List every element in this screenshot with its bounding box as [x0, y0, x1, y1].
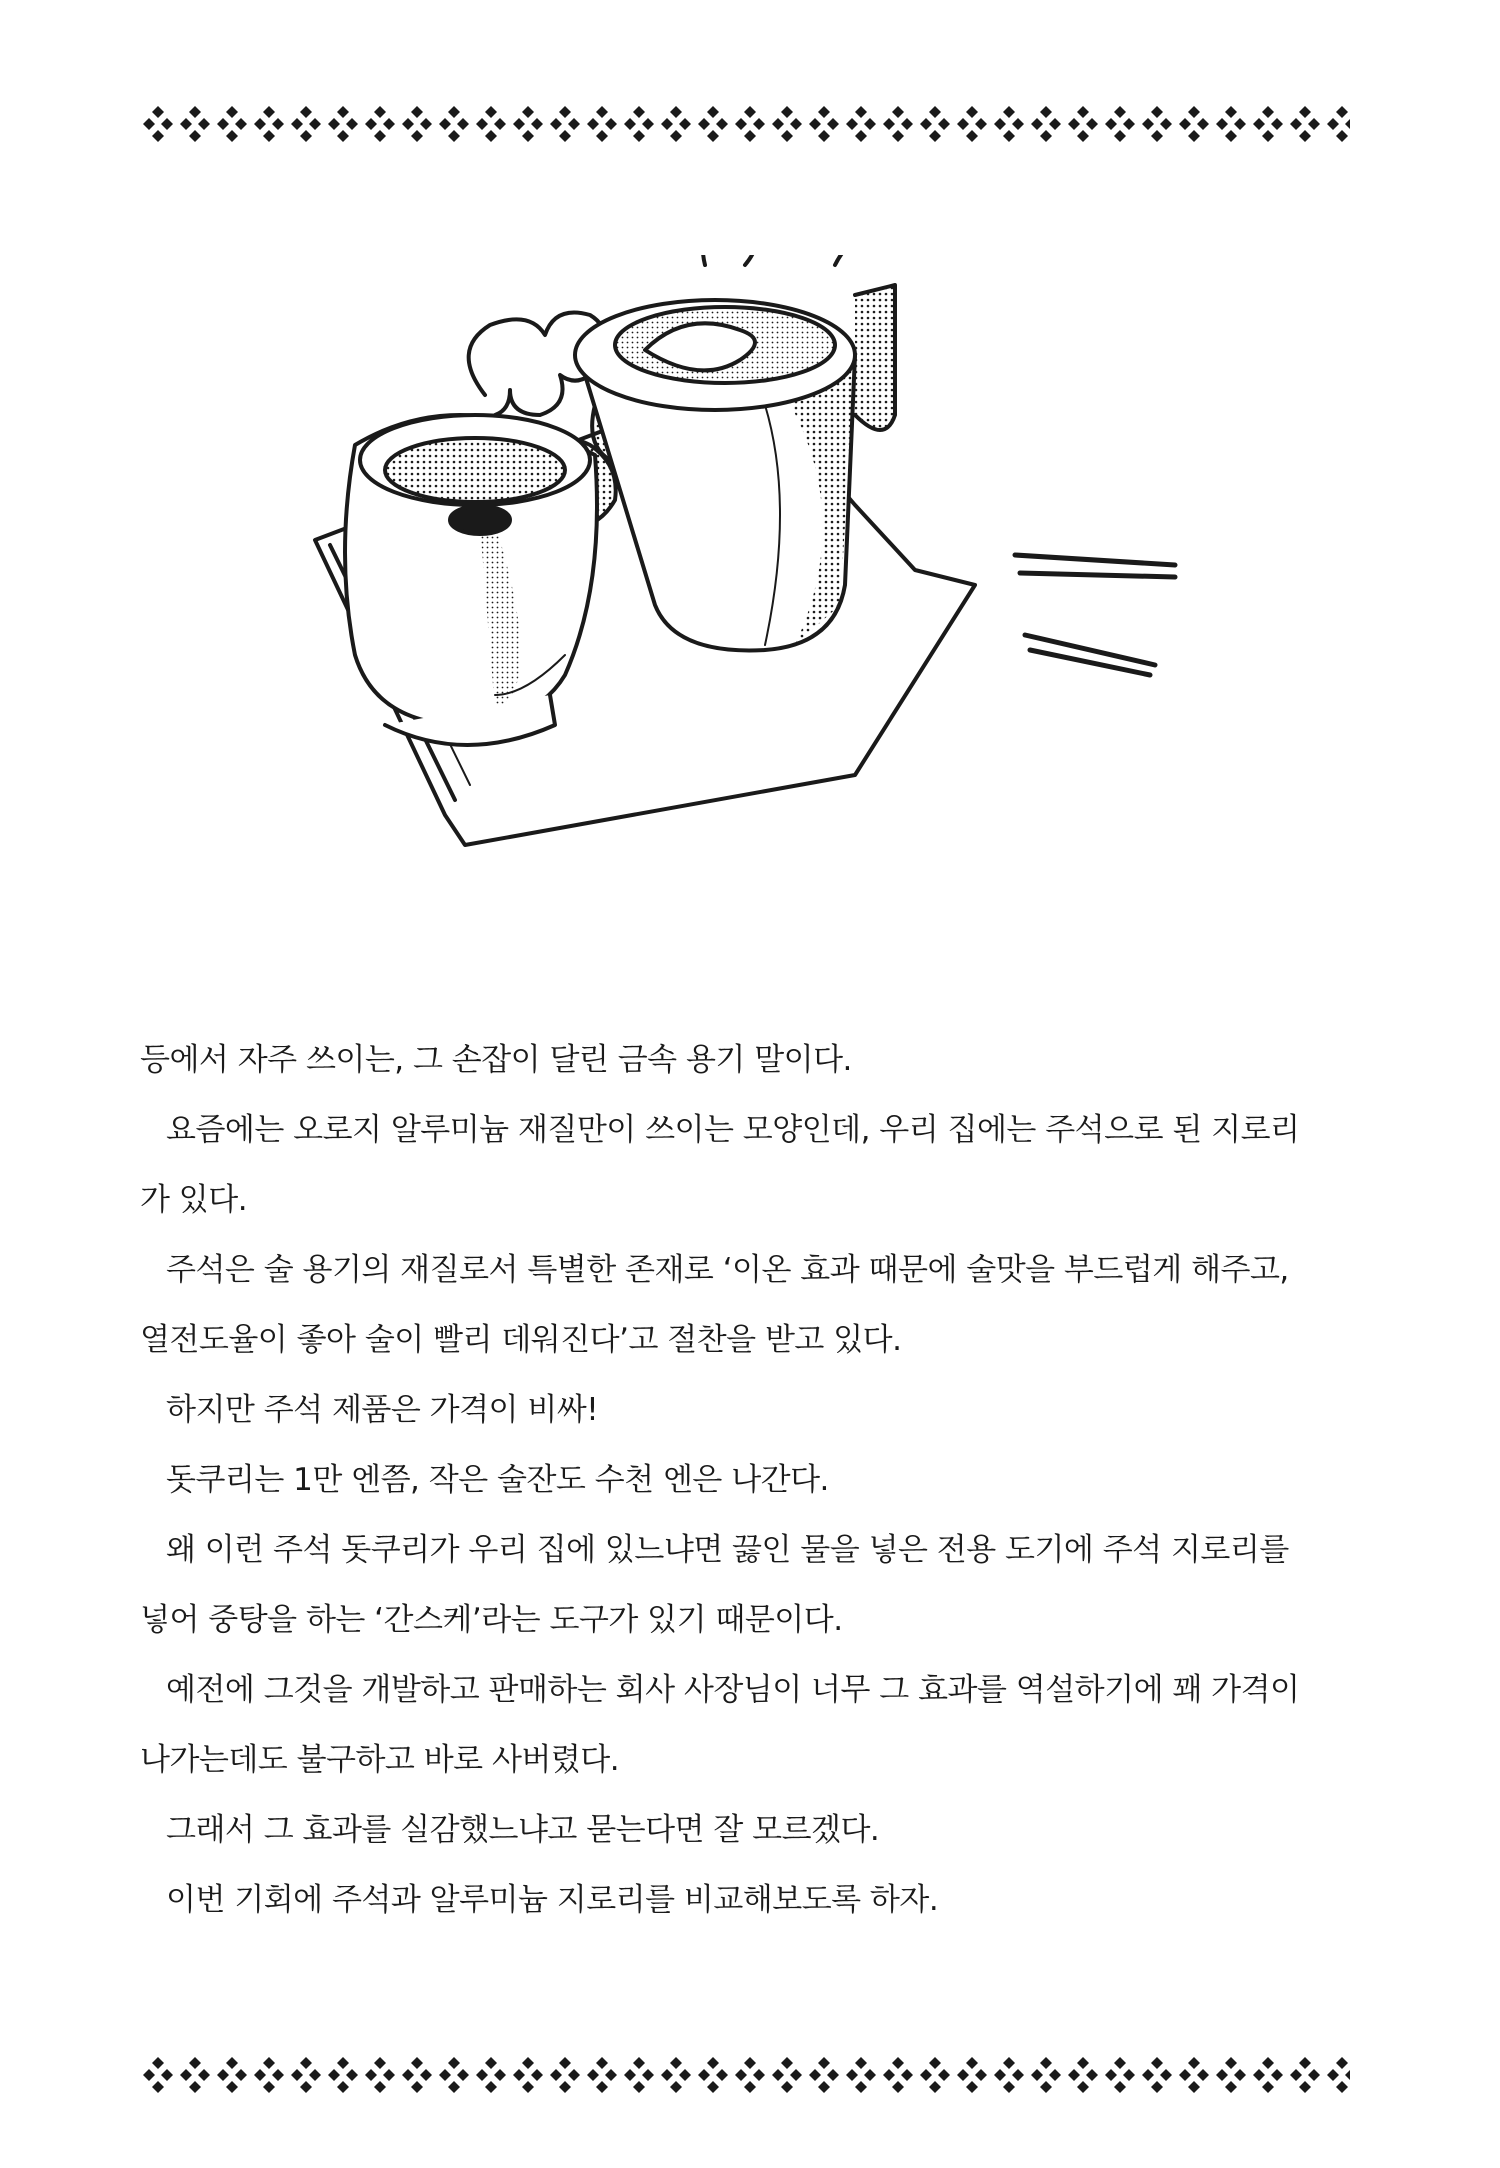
diamond-cluster-icon [476, 2057, 506, 2093]
diamond-cluster-icon [1290, 106, 1320, 142]
bottom-diamond-border [140, 2055, 1350, 2095]
diamond-cluster-icon [1031, 2057, 1061, 2093]
diamond-cluster-icon [1068, 106, 1098, 142]
diamond-cluster-icon [1216, 106, 1246, 142]
diamond-cluster-icon [587, 106, 617, 142]
diamond-cluster-icon [1179, 106, 1209, 142]
body-line: 돗쿠리는 1만 엔쯤, 작은 술잔도 수천 엔은 나간다. [166, 1462, 829, 1498]
diamond-cluster-icon [698, 2057, 728, 2093]
body-text [140, 1025, 1355, 1935]
diamond-border-icon [140, 2055, 1350, 2095]
diamond-cluster-icon [513, 106, 543, 142]
body-line: 이번 기회에 주석과 알루미늄 지로리를 비교해보도록 하자. [166, 1882, 939, 1918]
diamond-cluster-icon [1327, 106, 1350, 142]
diamond-cluster-icon [1105, 106, 1135, 142]
diamond-cluster-icon [402, 106, 432, 142]
diamond-cluster-icon [1142, 106, 1172, 142]
diamond-cluster-icon [402, 2057, 432, 2093]
diamond-cluster-icon [1253, 106, 1283, 142]
diamond-cluster-icon [1216, 2057, 1246, 2093]
diamond-cluster-icon [994, 2057, 1024, 2093]
body-line: 왜 이런 주석 돗쿠리가 우리 집에 있느냐면 끓인 물을 넣은 전용 도기에 주석 지로리를 [166, 1532, 1289, 1568]
diamond-border-icon [140, 104, 1350, 144]
body-line: 요즘에는 오로지 알루미늄 재질만이 쓰이는 모양인데, 우리 집에는 주석으로 된 지로리 [166, 1112, 1300, 1148]
diamond-cluster-icon [1327, 2057, 1350, 2093]
diamond-cluster-icon [1068, 2057, 1098, 2093]
diamond-cluster-icon [883, 2057, 913, 2093]
body-line: 등에서 자주 쓰이는, 그 손잡이 달린 금속 용기 말이다. [140, 1042, 852, 1078]
diamond-cluster-icon [624, 106, 654, 142]
diamond-cluster-icon [328, 2057, 358, 2093]
body-line: 가 있다. [140, 1182, 248, 1218]
body-line: 하지만 주석 제품은 가격이 비싸! [166, 1392, 599, 1428]
diamond-cluster-icon [254, 106, 284, 142]
diamond-cluster-icon [476, 106, 506, 142]
diamond-cluster-icon [550, 2057, 580, 2093]
diamond-cluster-icon [846, 2057, 876, 2093]
diamond-cluster-icon [957, 106, 987, 142]
diamond-cluster-icon [217, 106, 247, 142]
diamond-cluster-icon [624, 2057, 654, 2093]
diamond-cluster-icon [735, 2057, 765, 2093]
diamond-cluster-icon [328, 106, 358, 142]
diamond-cluster-icon [1253, 2057, 1283, 2093]
diamond-cluster-icon [1031, 106, 1061, 142]
diamond-cluster-icon [143, 2057, 173, 2093]
diamond-cluster-icon [883, 106, 913, 142]
diamond-cluster-icon [809, 2057, 839, 2093]
diamond-cluster-icon [920, 2057, 950, 2093]
diamond-cluster-icon [1105, 2057, 1135, 2093]
diamond-cluster-icon [846, 106, 876, 142]
chopsticks [1015, 555, 1175, 577]
diamond-cluster-icon [920, 106, 950, 142]
body-line: 넣어 중탕을 하는 ‘간스케’라는 도구가 있기 때문이다. [140, 1602, 843, 1638]
diamond-cluster-icon [439, 2057, 469, 2093]
diamond-cluster-icon [661, 2057, 691, 2093]
diamond-cluster-icon [365, 2057, 395, 2093]
body-line: 열전도율이 좋아 술이 빨리 데워진다’고 절찬을 받고 있다. [140, 1322, 902, 1358]
diamond-cluster-icon [291, 2057, 321, 2093]
diamond-cluster-icon [291, 106, 321, 142]
diamond-cluster-icon [1142, 2057, 1172, 2093]
sake-set-illustration [295, 255, 1195, 975]
diamond-cluster-icon [735, 106, 765, 142]
diamond-cluster-icon [254, 2057, 284, 2093]
diamond-cluster-icon [217, 2057, 247, 2093]
diamond-cluster-icon [772, 106, 802, 142]
diamond-cluster-icon [957, 2057, 987, 2093]
diamond-cluster-icon [143, 106, 173, 142]
diamond-cluster-icon [994, 106, 1024, 142]
body-line: 주석은 술 용기의 재질로서 특별한 존재로 ‘이온 효과 때문에 술맛을 부드럽게 해주고, [166, 1252, 1289, 1288]
body-line: 나가는데도 불구하고 바로 사버렸다. [140, 1742, 620, 1778]
diamond-cluster-icon [513, 2057, 543, 2093]
body-line: 그래서 그 효과를 실감했느냐고 묻는다면 잘 모르겠다. [166, 1812, 880, 1848]
diamond-cluster-icon [180, 2057, 210, 2093]
body-line: 예전에 그것을 개발하고 판매하는 회사 사장님이 너무 그 효과를 역설하기에 꽤 가격이 [166, 1672, 1300, 1708]
diamond-cluster-icon [439, 106, 469, 142]
diamond-cluster-icon [550, 106, 580, 142]
diamond-cluster-icon [1290, 2057, 1320, 2093]
warmer-handle [855, 285, 895, 430]
diamond-cluster-icon [772, 2057, 802, 2093]
top-diamond-border [140, 104, 1350, 144]
diamond-cluster-icon [365, 106, 395, 142]
diamond-cluster-icon [1179, 2057, 1209, 2093]
diamond-cluster-icon [698, 106, 728, 142]
diamond-cluster-icon [180, 106, 210, 142]
diamond-cluster-icon [661, 106, 691, 142]
diamond-cluster-icon [587, 2057, 617, 2093]
diamond-cluster-icon [809, 106, 839, 142]
